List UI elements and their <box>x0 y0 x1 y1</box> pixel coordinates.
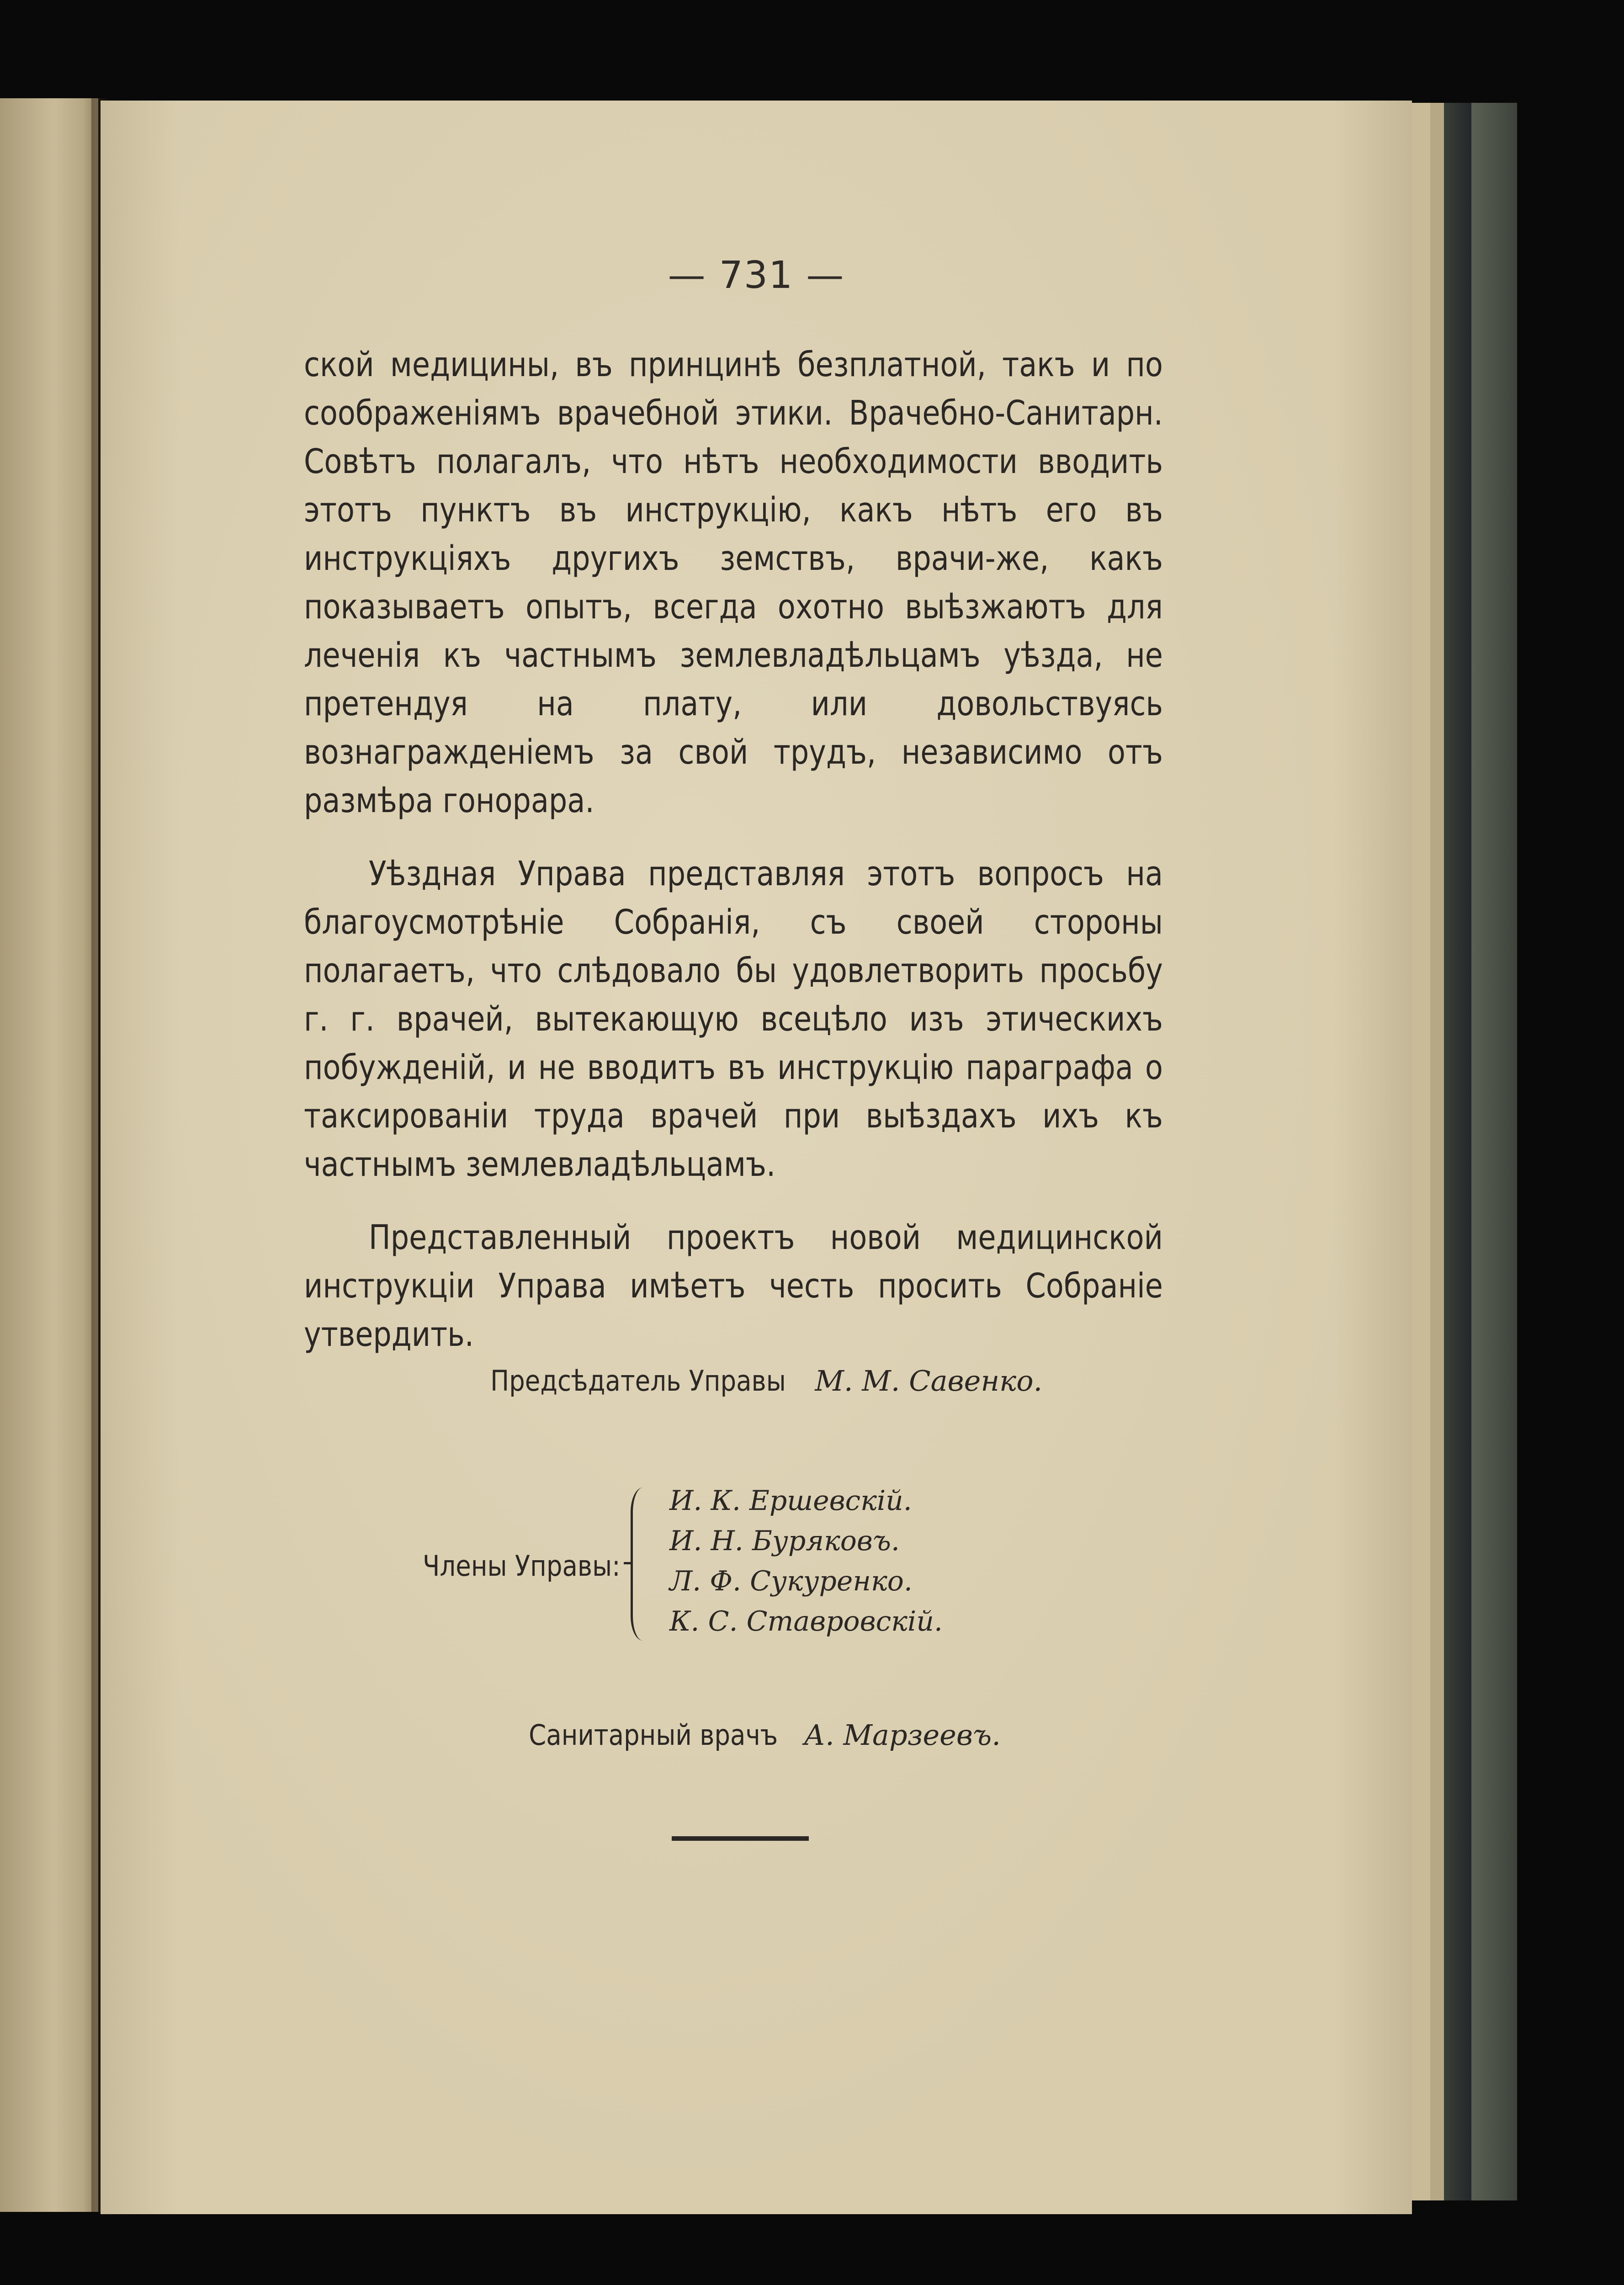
page-stack-edge <box>1430 103 1444 2200</box>
brace-tip <box>624 1562 632 1564</box>
brace <box>631 1488 643 1641</box>
member-name: Л. Ф. Сукуренко. <box>669 1565 913 1597</box>
members-signature-block <box>423 1481 1017 1645</box>
previous-page-edge <box>0 98 98 2212</box>
member-name: И. К. Ершевскій. <box>669 1485 912 1517</box>
chairman-name: М. М. Савенко. <box>815 1364 1043 1398</box>
page-stack-edge <box>1412 103 1430 2200</box>
members-label: Члены Управы: <box>423 1549 621 1583</box>
paragraph: ской медицины, въ принцинѣ безплатной, такъ и по соображеніямъ врачебной этики. Врачебно-Санитарн. Совѣтъ полагалъ, что нѣтъ необходимости вводить этотъ пунктъ въ инструкцію, какъ нѣтъ его въ инструкціяхъ другихъ земствъ, врачи-же, какъ показываетъ опытъ, всегда охотно выѣзжаютъ для леченія къ частнымъ землевладѣльцамъ уѣзда, не претендуя на плату, или довольствуясь вознагражденіемъ за свой трудъ, независимо отъ размѣра гонорара. <box>304 345 1163 820</box>
book-cover-edge <box>1471 103 1517 2200</box>
paragraph: Уѣздная Управа представляя этотъ вопросъ на благоусмотрѣніе Собранія, съ своей стороны полагаетъ, что слѣдовало бы удовлетворить просьбу г. г. врачей, вытекающую всецѣло изъ этическихъ побужденій, и не вводитъ въ инструкцію параграфа о таксированіи труда врачей при выѣздахъ ихъ къ частнымъ землевладѣльцамъ. <box>304 854 1163 1184</box>
member-name: К. С. Ставровскій. <box>669 1605 943 1637</box>
paragraph: Представленный проектъ новой медицинской инструкціи Управа имѣетъ честь просить Собраніе утвердить. <box>304 1218 1163 1354</box>
chairman-label: Предсѣдатель Управы <box>490 1364 786 1398</box>
body-text <box>304 340 1163 1383</box>
page-number: — 731 — <box>668 254 845 297</box>
closing-rule <box>672 1836 809 1841</box>
chairman-signature <box>101 1364 1412 1398</box>
members-list <box>669 1481 943 1642</box>
sanitary-doctor-signature <box>101 1718 1412 1752</box>
book-cover-edge <box>1444 103 1471 2200</box>
member-name: И. Н. Буряковъ. <box>669 1525 900 1557</box>
sanitary-doctor-label: Санитарный врачъ <box>529 1718 778 1752</box>
sanitary-doctor-name: А. Марзеевъ. <box>804 1718 1001 1752</box>
